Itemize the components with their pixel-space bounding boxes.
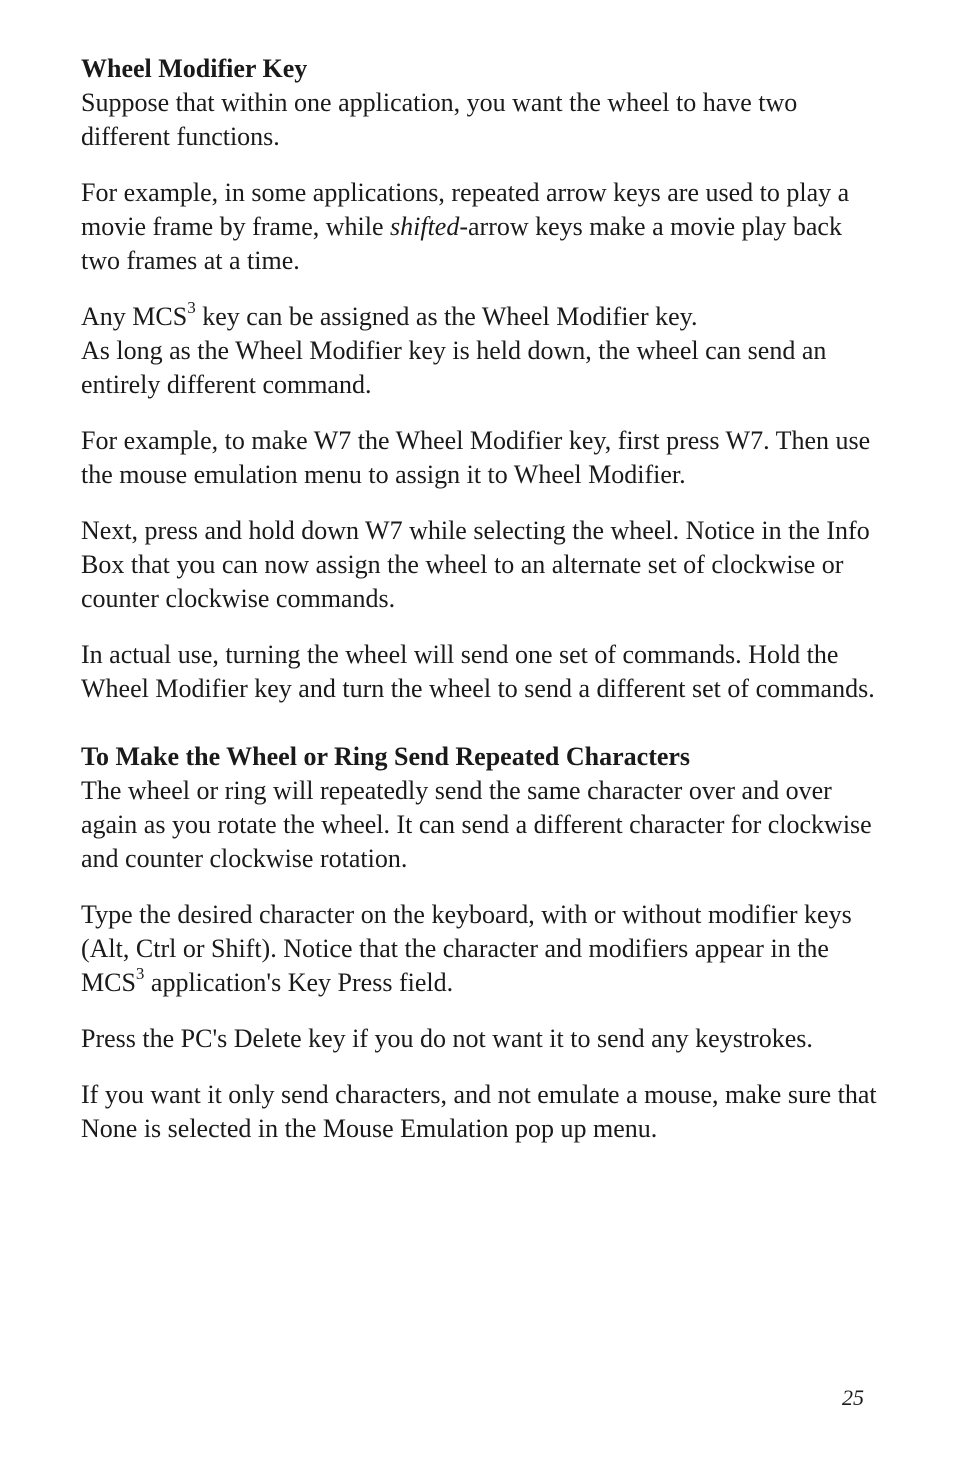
paragraph: If you want it only send characters, and not emulate a mouse, make sure that None is selected in the Mouse Emulation pop up menu. — [81, 1080, 877, 1143]
page-content — [81, 52, 881, 1168]
superscript: 3 — [135, 964, 145, 984]
section-wheel-modifier-key — [81, 52, 881, 706]
paragraph: The wheel or ring will repeatedly send the same character over and over again as you rotate the wheel. It can send a different character for clockwise and counter clockwise rotation. — [81, 776, 872, 873]
section-heading: To Make the Wheel or Ring Send Repeated Characters — [81, 742, 691, 771]
text-run: Type the desired character on the keyboard, with or without modifier keys (Alt, Ctrl or Shift). Notice that the character and modifiers appear in the MCS — [81, 900, 852, 997]
section-repeated-characters — [81, 740, 881, 1146]
emphasis-text: shifted — [390, 212, 460, 241]
text-run: key can be assigned as the Wheel Modifier key. — [195, 302, 698, 331]
text-run: Any MCS — [81, 302, 188, 331]
paragraph: Press the PC's Delete key if you do not want it to send any keystrokes. — [81, 1024, 813, 1053]
text-run: application's Key Press field. — [144, 968, 454, 997]
paragraph: In actual use, turning the wheel will send one set of commands. Hold the Wheel Modifier key and turn the wheel to send a different set of commands. — [81, 640, 875, 703]
paragraph — [81, 176, 881, 278]
text-run: -arrow keys make a movie play back two frames at a time. — [81, 212, 842, 275]
paragraph: For example, to make W7 the Wheel Modifier key, first press W7. Then use the mouse emulation menu to assign it to Wheel Modifier. — [81, 426, 871, 489]
paragraph — [81, 898, 881, 1000]
section-heading: Wheel Modifier Key — [81, 54, 308, 83]
page-number: 25 — [842, 1385, 864, 1410]
paragraph: Suppose that within one application, you want the wheel to have two different functions. — [81, 88, 798, 151]
text-run: As long as the Wheel Modifier key is held down, the wheel can send an entirely different command. — [81, 336, 827, 399]
paragraph: Next, press and hold down W7 while selecting the wheel. Notice in the Info Box that you can now assign the wheel to an alternate set of clockwise or counter clockwise commands. — [81, 516, 870, 613]
paragraph — [81, 300, 881, 402]
section-spacer — [81, 728, 881, 740]
superscript: 3 — [187, 298, 196, 318]
text-run: For example, in some applications, repeated arrow keys are used to play a movie frame by frame, while — [81, 178, 850, 241]
